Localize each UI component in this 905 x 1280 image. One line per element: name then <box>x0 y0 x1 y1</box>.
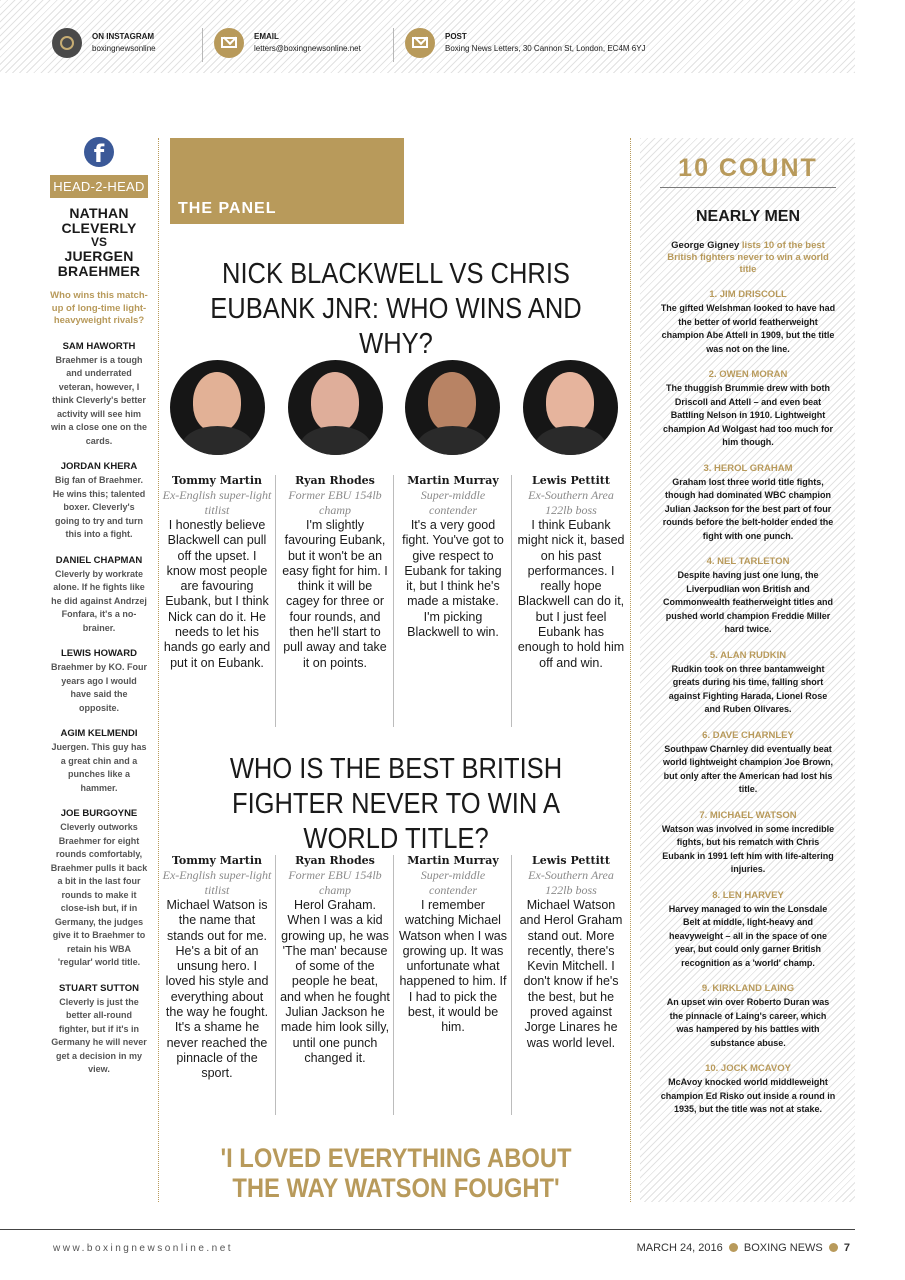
panelist-name: Ryan Rhodes <box>295 474 375 487</box>
head-2-head-tag: HEAD-2-HEAD <box>50 175 148 198</box>
list-item-title: 5. ALAN RUDKIN <box>709 649 787 661</box>
contact-bar <box>0 0 855 73</box>
panelist-answer-4 <box>516 473 626 671</box>
list-item-text: Watson was involved in some incredible fights, but his rematch with Chris Eubank in 1991 left him with life-altering injuries. <box>661 823 835 874</box>
panelist-description: Former EBU 154lb champ <box>288 488 382 517</box>
list-item <box>660 556 836 637</box>
panelist-description: Ex-English super-light titlist <box>162 868 272 897</box>
list-item-text: The thuggish Brummie drew with both Driscoll and Attell – and even beat Battling Nelson in 1910. Lightweight champion Ad Wolgast had too much for him though. <box>663 383 833 447</box>
list-item-title: 2. OWEN MORAN <box>708 369 788 380</box>
column-separator <box>511 475 512 727</box>
panelist-name: Ryan Rhodes <box>295 854 375 867</box>
panelist-photo-tommy-martin <box>170 360 265 455</box>
panelist-name: Martin Murray <box>407 474 499 487</box>
question-2-heading: WHO IS THE BEST BRITISH FIGHTER NEVER TO WIN A WORLD TITLE? <box>229 753 563 855</box>
list-item-text: Southpaw Charnley did eventually beat world lightweight champion Joe Brown, but only after the American had lost his title. <box>662 743 833 794</box>
panelist-photo-ryan-rhodes <box>288 360 383 455</box>
ten-count-intro <box>660 240 836 276</box>
list-item-title: 6. DAVE CHARNLEY <box>702 729 794 741</box>
list-item <box>660 730 836 797</box>
panelist-answer: I honestly believe Blackwell can pull off the upset. I know most people are favouring Eubank, but I think Nick can do it. He needs to let his hands go early and put it on Eubank. <box>163 518 271 670</box>
reader-entry <box>50 461 148 542</box>
reader-opinion: Cleverly by workrate alone. If he fights like he did against Andrzej Fonfara, it's a no-brainer. <box>51 568 147 633</box>
panelist-description: Super-middle contender <box>420 868 486 897</box>
bullet-icon <box>729 1243 738 1252</box>
reader-name: STUART SUTTON <box>58 982 140 994</box>
list-item-text: The gifted Welshman looked to have had the better of world featherweight champion Abe Attell in 1909, but the title was not on the line. <box>660 303 836 354</box>
list-item-title: 7. MICHAEL WATSON <box>699 809 797 821</box>
ten-count-column <box>640 138 855 1202</box>
divider <box>393 28 394 62</box>
panelist-name: Tommy Martin <box>171 474 263 487</box>
list-item-title: 3. HEROL GRAHAM <box>703 462 793 474</box>
reader-name: LEWIS HOWARD <box>61 648 137 659</box>
publication-name: BOXING NEWS <box>743 1242 823 1254</box>
facebook-icon[interactable]: f <box>84 137 114 167</box>
column-separator <box>393 855 394 1115</box>
reader-opinion: Big fan of Braehmer. He wins this; talented boxer. Cleverly's going to try and turn this into a fight. <box>52 475 146 539</box>
list-item-title: 4. NEL TARLETON <box>706 556 790 567</box>
divider <box>660 187 836 188</box>
footer-rule <box>0 1229 855 1230</box>
email-icon <box>214 28 244 58</box>
list-item <box>660 810 836 877</box>
list-item-text: Rudkin took on three bantamweight greats during his time, falling short against Fighting Harada, Lionel Rose and Ruben Olivares. <box>668 663 828 714</box>
reader-name: DANIEL CHAPMAN <box>55 554 143 566</box>
column-divider <box>630 138 631 1202</box>
website-link[interactable]: www.boxingnewsonline.net <box>53 1243 234 1254</box>
panelist-answer: It's a very good fight. You've got to give respect to Eubank for taking it, but I think he's made a mistake. I'm picking Blackwell to win. <box>402 518 504 640</box>
panelist-answer: Michael Watson is the name that stands out for me. He's a bit of an unsung hero. I loved his style and everything about the way he fought. It's a shame he never reached the pinnacle of the sport. <box>165 898 269 1081</box>
reader-name: JOE BURGOYNE <box>60 808 138 819</box>
column-divider <box>158 138 159 1202</box>
author-name: George Gigney <box>671 240 740 251</box>
panelist-description: Ex-Southern Area 122lb boss <box>528 868 614 897</box>
email-label: EMAIL <box>254 32 279 41</box>
page-footer <box>637 1242 850 1254</box>
ten-count-label: 10 COUNT <box>678 154 818 182</box>
panelist-answer-3 <box>398 473 508 640</box>
list-item-text: An upset win over Roberto Duran was the pinnacle of Laing's career, which was hampered by his battles with substance abuse. <box>666 997 830 1048</box>
reader-entry <box>50 983 148 1077</box>
panelist-name: Lewis Pettitt <box>532 474 610 487</box>
panelist-name: Tommy Martin <box>171 854 263 867</box>
reader-entry <box>50 728 148 795</box>
reader-opinion: Cleverly is just the better all-round fighter, but if it's in Germany he will never get a decision in my view. <box>51 996 147 1074</box>
reader-entry <box>50 648 148 715</box>
panelist-answer-1 <box>162 473 272 671</box>
column-separator <box>275 475 276 727</box>
panelist-answer: I'm slightly favouring Eubank, but it won't be an easy fight for him. I think it will be cagey for three or four rounds, and then he'll start to pull away and take it on points. <box>282 518 388 670</box>
list-item-title: 8. LEN HARVEY <box>712 889 784 901</box>
panelist-description: Ex-English super-light titlist <box>162 488 272 517</box>
pull-quote: 'I LOVED EVERYTHING ABOUT THE WAY WATSON FOUGHT' <box>220 1143 572 1203</box>
panelist-answer-1 <box>162 853 272 1082</box>
reader-name: AGIM KELMENDI <box>60 728 138 739</box>
panelist-name: Lewis Pettitt <box>532 854 610 867</box>
panelist-name: Martin Murray <box>407 854 499 867</box>
vs-label: VS <box>90 235 107 249</box>
panelist-description: Former EBU 154lb champ <box>288 868 382 897</box>
reader-opinion: Braehmer is a tough and underrated veteran, however, I think Cleverly's better activity will see him win a close one on the cards. <box>50 354 148 446</box>
panelist-photo-martin-murray <box>405 360 500 455</box>
list-item-text: Graham lost three world title fights, though had dominated WBC champion Julian Jackson for the best part of four rounds before the belt-holder ended the fight with one punch. <box>662 476 834 541</box>
panelist-answer-4 <box>516 853 626 1051</box>
panelist-description: Ex-Southern Area 122lb boss <box>528 488 614 517</box>
list-item-title: 9. KIRKLAND LAING <box>701 983 795 994</box>
fighter-1-name: NATHAN CLEVERLY <box>61 205 137 236</box>
column-separator <box>275 855 276 1115</box>
page-number: 7 <box>843 1242 850 1254</box>
panelist-answer-2 <box>280 853 390 1066</box>
head-2-head-question: Who wins this match-up of long-time light-heavyweight rivals? <box>50 290 148 326</box>
reader-opinion: Juergen. This guy has a great chin and a punches like a hammer. <box>51 742 147 793</box>
post-address: Boxing News Letters, 30 Cannon St, London, EC4M 6YJ <box>445 44 646 53</box>
reader-name: SAM HAWORTH <box>62 340 136 352</box>
list-item-text: McAvoy knocked world middleweight champion Ed Risko out inside a round in 1935, but the title was not at stake. <box>660 1077 836 1114</box>
panelist-answer: I think Eubank might nick it, based on his past performances. I really hope Blackwell can do it, but I just feel Eubank has enough to hold him off and win. <box>517 518 625 670</box>
panel-banner <box>170 138 404 224</box>
column-separator <box>511 855 512 1115</box>
panelist-answer: Herol Graham. When I was a kid growing up, he was 'The man' because of some of the people he beat, and when he fought Julian Jackson he made him look silly, until one punch changed it. <box>280 898 390 1065</box>
ten-count-title: NEARLY MEN <box>695 208 801 225</box>
panel-label: THE PANEL <box>178 200 277 217</box>
question-1-heading: NICK BLACKWELL VS CHRIS EUBANK JNR: WHO WINS AND WHY? <box>210 258 582 360</box>
panelist-answer: I remember watching Michael Watson when I was growing up. It was unfortunate what happened to him. If I had to pick the best, it would be him. <box>399 898 507 1035</box>
issue-date: MARCH 24, 2016 <box>636 1242 723 1254</box>
panelist-photo-lewis-pettitt <box>523 360 618 455</box>
post-envelope-icon <box>405 28 435 58</box>
bullet-icon <box>829 1243 838 1252</box>
list-item <box>660 463 836 544</box>
reader-entry <box>50 341 148 449</box>
fighter-2-name: JUERGEN BRAEHMER <box>57 248 141 279</box>
panelist-answer: Michael Watson and Herol Graham stand out. More recently, there's Kevin Mitchell. I don't know if he's the best, but he proved against Jorge Linares he was world level. <box>519 898 623 1050</box>
panelist-answer-2 <box>280 473 390 671</box>
intro-text: lists 10 of the best British fighters never to win a world title <box>667 240 829 275</box>
instagram-handle[interactable]: boxingnewsonline <box>92 44 156 53</box>
reader-opinion: Cleverly outworks Braehmer for eight rounds comfortably, Braehmer pulls it back a bit in the last four rounds to make it close-ish but, if in Germany, the judges give it to Braehmer to retain his WBA 'regular' world title. <box>50 822 148 967</box>
reader-name: JORDAN KHERA <box>60 461 138 472</box>
list-item-text: Harvey managed to win the Lonsdale Belt at middle, light-heavy and heavyweight – all in the space of one year, but could only garner British recognition as a 'world' champ. <box>668 903 828 968</box>
list-item-text: Despite having just one lung, the Liverpudlian won British and Commonwealth featherweight titles and pushed world champion Freddie Miller hard twice. <box>662 570 834 634</box>
panelist-description: Super-middle contender <box>420 488 486 517</box>
post-label: POST <box>445 32 467 41</box>
list-item-title: 10. JOCK MCAVOY <box>705 1063 791 1074</box>
list-item <box>660 890 836 971</box>
head-2-head-column <box>50 137 148 1077</box>
email-address[interactable]: letters@boxingnewsonline.net <box>254 44 361 53</box>
list-item <box>660 1063 836 1117</box>
panelist-answer-3 <box>398 853 508 1036</box>
instagram-icon <box>52 28 82 58</box>
list-item <box>660 650 836 717</box>
list-item <box>660 369 836 450</box>
list-item-title: 1. JIM DRISCOLL <box>709 289 787 300</box>
list-item <box>660 289 836 356</box>
instagram-label: ON INSTAGRAM <box>92 32 155 41</box>
list-item <box>660 983 836 1050</box>
reader-opinion: Braehmer by KO. Four years ago I would have said the opposite. <box>50 662 148 713</box>
divider <box>202 28 203 62</box>
reader-entry <box>50 555 148 636</box>
column-separator <box>393 475 394 727</box>
reader-entry <box>50 808 148 970</box>
